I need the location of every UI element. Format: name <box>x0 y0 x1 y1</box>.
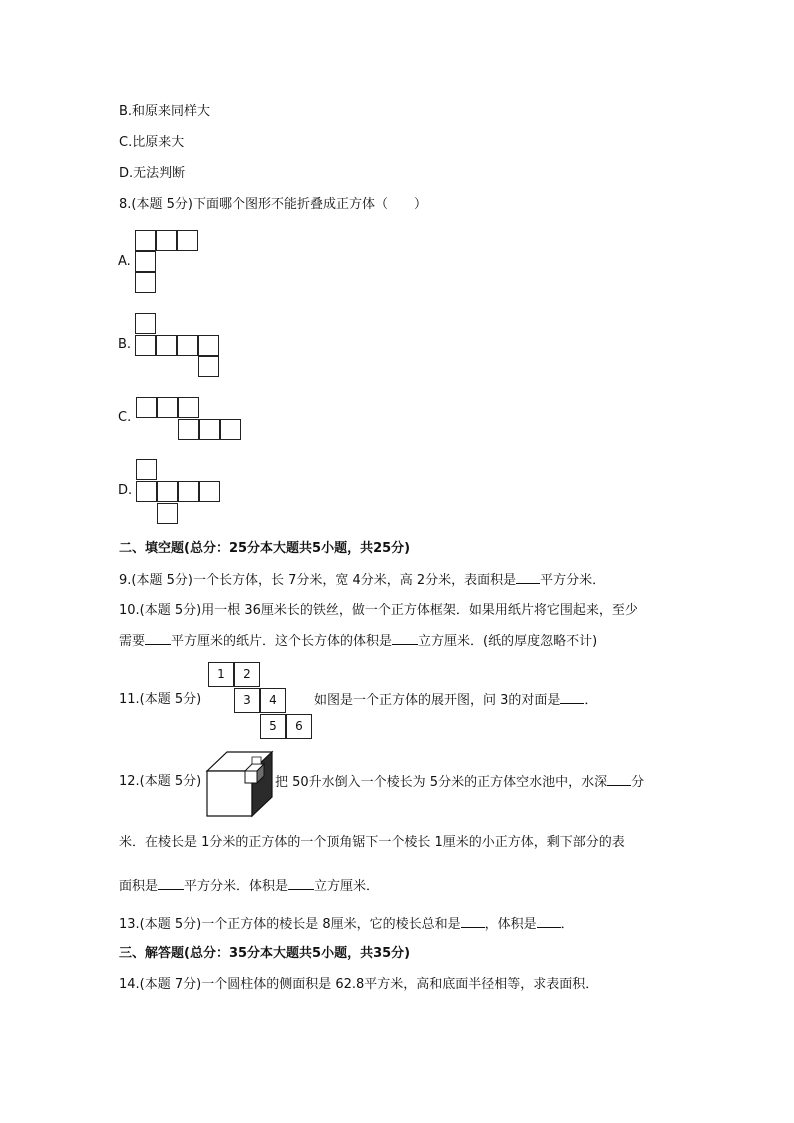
net-cell-5: 5 <box>260 714 286 739</box>
q10-text-b: 平方厘米的纸片．这个长方体的体积是 <box>171 634 393 649</box>
answer-blank <box>288 877 314 890</box>
q9-text-pre: 9.(本题 5分)一个长方体，长 7分米，宽 4分米，高 2分米，表面积是 <box>119 573 517 588</box>
cube-with-notch-icon <box>205 749 275 819</box>
q12-text-e: 立方厘米． <box>314 879 380 894</box>
question-14-text: 14.(本题 7分)一个圆柱体的侧面积是 62.8平方米，高和底面半径相等，求表面积． <box>119 977 599 992</box>
answer-blank <box>158 877 184 890</box>
net-square <box>198 335 219 356</box>
q8-option-a-label: A. <box>118 254 131 269</box>
net-square <box>178 481 199 502</box>
q12-text-d: 平方分米．体积是 <box>184 879 289 894</box>
q8-option-b-label: B. <box>118 337 132 352</box>
q11-prefix: 11.(本题 5分) <box>119 692 202 707</box>
answer-blank <box>145 632 171 645</box>
option-d-text: D.无法判断 <box>119 166 186 181</box>
net-square <box>157 397 178 418</box>
q8-option-c-label: C. <box>118 410 132 425</box>
net-square <box>135 230 156 251</box>
q11-text-post: ． <box>584 693 598 708</box>
q9-text-post: 平方分米． <box>540 573 606 588</box>
q13-text-a: 13.(本题 5分)一个正方体的棱长是 8厘米，它的棱长总和是 <box>119 917 461 932</box>
net-square <box>136 459 157 480</box>
net-cell-6: 6 <box>286 714 312 739</box>
q8-option-d-label: D. <box>118 483 133 498</box>
q13-text-c: ． <box>560 917 574 932</box>
answer-blank <box>461 915 485 928</box>
answer-blank <box>516 571 540 584</box>
net-cell-1: 1 <box>208 662 234 687</box>
net-square <box>178 397 199 418</box>
q11-text-pre: 如图是一个正方体的展开图，问 3的对面是 <box>314 693 561 708</box>
net-square <box>135 313 156 334</box>
net-square <box>177 335 198 356</box>
net-square <box>135 335 156 356</box>
net-cell-4: 4 <box>260 688 286 713</box>
net-square <box>136 397 157 418</box>
q10-text-a: 需要 <box>119 634 146 649</box>
net-square <box>198 356 219 377</box>
net-square <box>157 481 178 502</box>
option-b-text: B.和原来同样大 <box>119 104 211 119</box>
net-square <box>199 481 220 502</box>
q13-text-b: ，体积是 <box>484 917 537 932</box>
net-square <box>156 335 177 356</box>
section-2-heading: 二、填空题(总分：25分本大题共5小题，共25分) <box>119 541 411 556</box>
question-12-line-3 <box>119 877 379 896</box>
q12-text-c: 面积是 <box>119 879 159 894</box>
q10-text-c: 立方厘米．(纸的厚度忽略不计) <box>418 634 598 649</box>
q12-text-b: 分 <box>631 775 645 790</box>
option-c-text: C.比原来大 <box>119 135 185 150</box>
net-cell-2: 2 <box>234 662 260 687</box>
question-10-line-2 <box>119 632 597 651</box>
net-square <box>220 419 241 440</box>
net-square <box>156 230 177 251</box>
q12-prefix: 12.(本题 5分) <box>119 774 202 789</box>
net-square <box>135 272 156 293</box>
net-square <box>136 481 157 502</box>
answer-blank <box>392 632 418 645</box>
question-10-line-1: 10.(本题 5分)用一根 36厘米长的铁丝，做一个正方体框架．如果用纸片将它围起来，至少 <box>119 603 638 618</box>
question-8-text: 8.(本题 5分)下面哪个图形不能折叠成正方体（ ） <box>119 197 427 212</box>
net-square <box>135 251 156 272</box>
section-3-heading: 三、解答题(总分：35分本大题共5小题，共35分) <box>119 946 411 961</box>
net-square <box>177 230 198 251</box>
q12-text-a: 把 50升水倒入一个棱长为 5分米的正方体空水池中，水深 <box>275 775 608 790</box>
net-square <box>178 419 199 440</box>
q11-text <box>314 691 597 710</box>
answer-blank <box>537 915 561 928</box>
net-square <box>157 503 178 524</box>
net-square <box>199 419 220 440</box>
question-9 <box>119 571 605 590</box>
answer-blank <box>607 773 631 786</box>
question-12-line-1 <box>275 773 644 792</box>
question-13 <box>119 915 574 934</box>
net-cell-3: 3 <box>234 688 260 713</box>
question-12-line-2: 米．在棱长是 1分米的正方体的一个顶角锯下一个棱长 1厘米的小正方体，剩下部分的表 <box>119 835 625 850</box>
answer-blank <box>560 691 584 704</box>
